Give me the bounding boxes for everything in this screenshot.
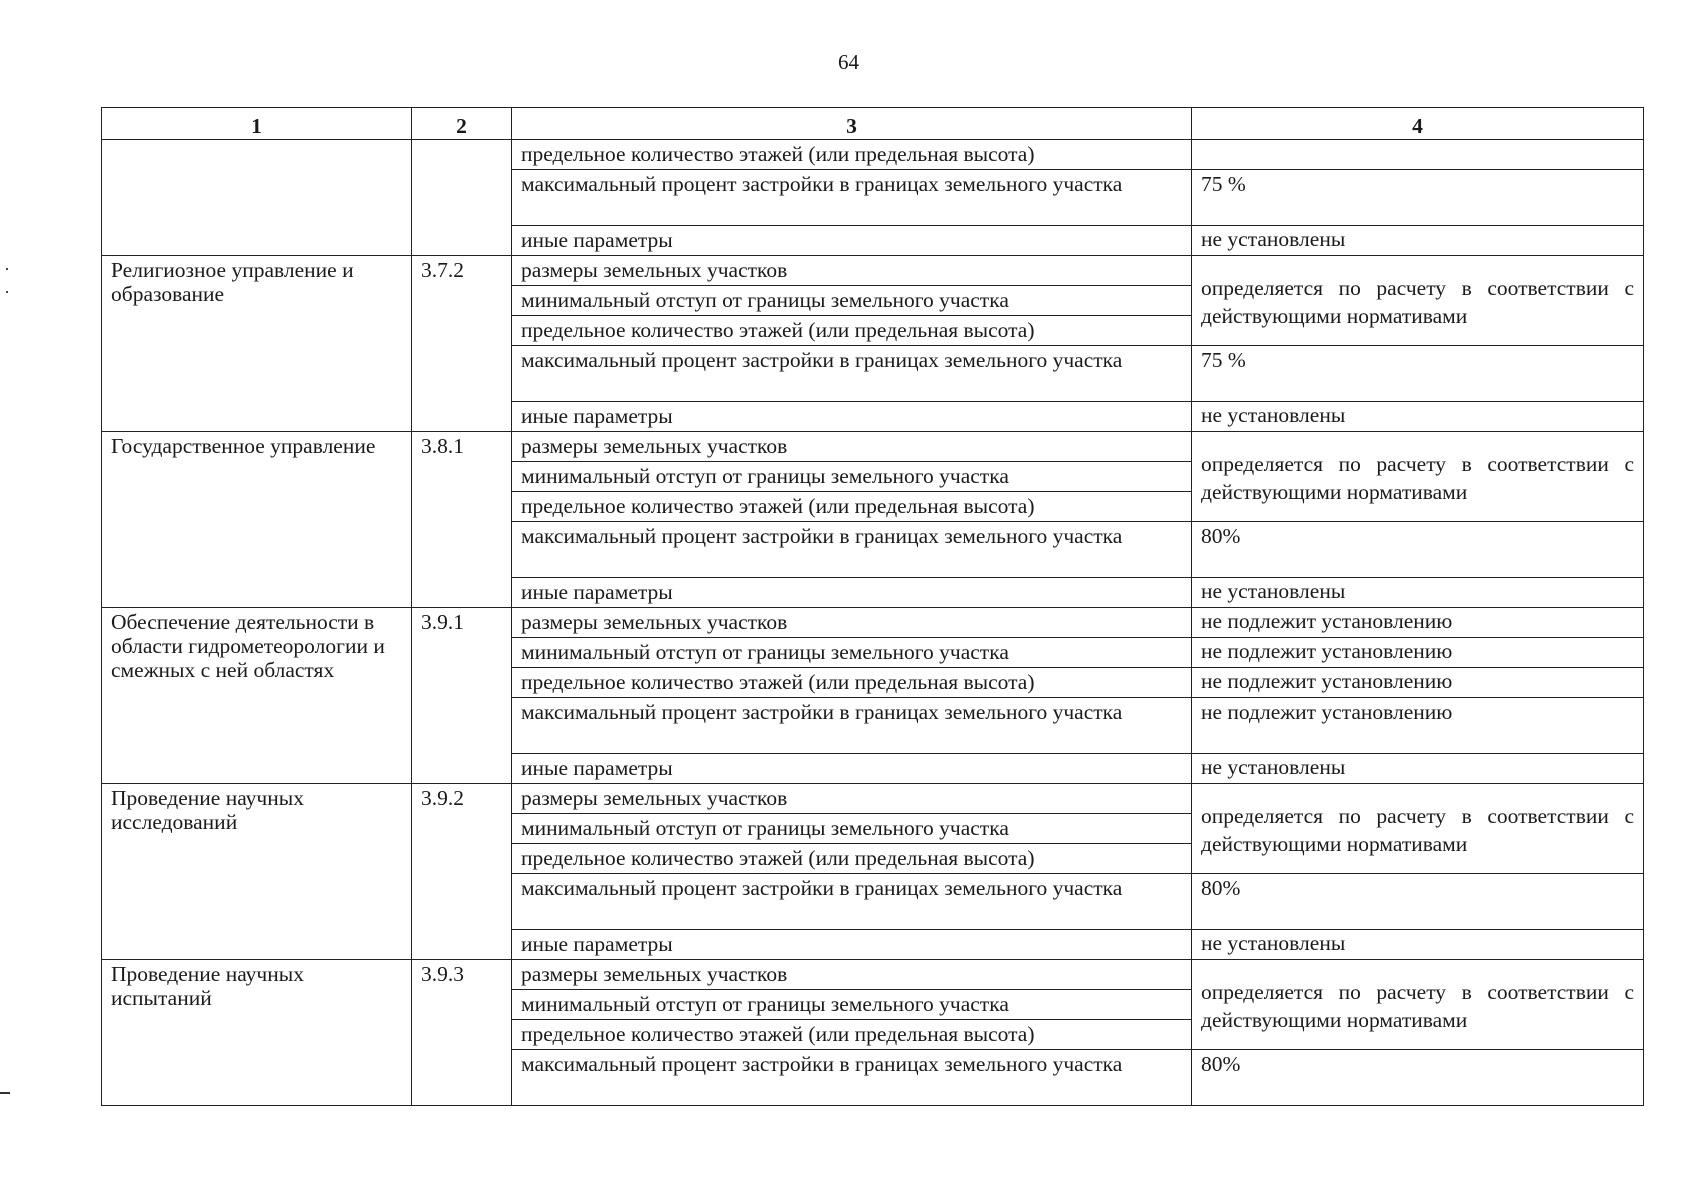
- use-name-cell: Государственное управление: [102, 432, 412, 608]
- param-sizes: размеры земельных участков: [512, 608, 1192, 638]
- value-cell: 75 %: [1192, 346, 1644, 402]
- param-setback: минимальный отступ от границы земельного участка: [512, 462, 1192, 492]
- param-sizes: размеры земельных участков: [512, 432, 1192, 462]
- value-cell: [1192, 140, 1644, 170]
- header-row: [102, 108, 1644, 140]
- value-cell: не установлены: [1192, 226, 1644, 256]
- param-floors: предельное количество этажей (или предельная высота): [512, 668, 1192, 698]
- use-code-cell: 3.7.2: [412, 256, 512, 432]
- param-other: иные параметры: [512, 226, 1192, 256]
- param-setback: минимальный отступ от границы земельного участка: [512, 638, 1192, 668]
- table-row: [102, 256, 1644, 286]
- param-other: иные параметры: [512, 402, 1192, 432]
- margin-dot: [6, 268, 8, 270]
- param-setback: минимальный отступ от границы земельного участка: [512, 814, 1192, 844]
- use-name-cell: Обеспечение деятельности в области гидрометеорологии и смежных с ней областях: [102, 608, 412, 784]
- value-cell: не подлежит установлению: [1192, 698, 1644, 754]
- use-code-cell: 3.9.1: [412, 608, 512, 784]
- value-cell: 80%: [1192, 522, 1644, 578]
- use-code-cell: 3.9.2: [412, 784, 512, 960]
- value-cell: определяется по расчету в соответствии с действующими нормативами: [1192, 960, 1644, 1050]
- param-coverage: максимальный процент застройки в границах земельного участка: [512, 874, 1192, 930]
- page-number: 64: [838, 50, 859, 74]
- value-cell: не установлены: [1192, 754, 1644, 784]
- param-setback: минимальный отступ от границы земельного участка: [512, 286, 1192, 316]
- param-coverage: максимальный процент застройки в границах земельного участка: [512, 346, 1192, 402]
- value-cell: определяется по расчету в соответствии с действующими нормативами: [1192, 256, 1644, 346]
- value-cell: не установлены: [1192, 930, 1644, 960]
- column-header-1: 1: [102, 108, 412, 140]
- value-cell: 75 %: [1192, 170, 1644, 226]
- column-header-2: 2: [412, 108, 512, 140]
- table-row: [102, 140, 1644, 170]
- use-code-cell: [412, 140, 512, 256]
- param-other: иные параметры: [512, 578, 1192, 608]
- param-coverage: максимальный процент застройки в границах земельного участка: [512, 170, 1192, 226]
- param-setback: минимальный отступ от границы земельного участка: [512, 990, 1192, 1020]
- land-use-parameters-table: [101, 107, 1644, 1106]
- value-cell: 80%: [1192, 1050, 1644, 1106]
- use-name-cell: Проведение научных исследований: [102, 784, 412, 960]
- use-name-cell: Религиозное управление и образование: [102, 256, 412, 432]
- param-floors: предельное количество этажей (или предельная высота): [512, 844, 1192, 874]
- param-coverage: максимальный процент застройки в границах земельного участка: [512, 522, 1192, 578]
- value-cell: не подлежит установлению: [1192, 668, 1644, 698]
- param-floors: предельное количество этажей (или предельная высота): [512, 316, 1192, 346]
- use-code-cell: 3.9.3: [412, 960, 512, 1106]
- value-cell: определяется по расчету в соответствии с действующими нормативами: [1192, 432, 1644, 522]
- param-sizes: размеры земельных участков: [512, 256, 1192, 286]
- param-floors: предельное количество этажей (или предельная высота): [512, 140, 1192, 170]
- table-row: [102, 432, 1644, 462]
- table-row: [102, 608, 1644, 638]
- param-coverage: максимальный процент застройки в границах земельного участка: [512, 1050, 1192, 1106]
- param-sizes: размеры земельных участков: [512, 784, 1192, 814]
- value-cell: не подлежит установлению: [1192, 608, 1644, 638]
- use-name-cell: [102, 140, 412, 256]
- param-other: иные параметры: [512, 754, 1192, 784]
- table-row: [102, 784, 1644, 814]
- margin-dot: [6, 291, 8, 293]
- param-other: иные параметры: [512, 930, 1192, 960]
- value-cell: не установлены: [1192, 402, 1644, 432]
- param-floors: предельное количество этажей (или предельная высота): [512, 1020, 1192, 1050]
- value-cell: определяется по расчету в соответствии с действующими нормативами: [1192, 784, 1644, 874]
- column-header-4: 4: [1192, 108, 1644, 140]
- use-name-cell: Проведение научных испытаний: [102, 960, 412, 1106]
- param-coverage: максимальный процент застройки в границах земельного участка: [512, 698, 1192, 754]
- use-code-cell: 3.8.1: [412, 432, 512, 608]
- table-row: [102, 960, 1644, 990]
- param-sizes: размеры земельных участков: [512, 960, 1192, 990]
- column-header-3: 3: [512, 108, 1192, 140]
- margin-line: [0, 1092, 10, 1094]
- value-cell: 80%: [1192, 874, 1644, 930]
- param-floors: предельное количество этажей (или предельная высота): [512, 492, 1192, 522]
- value-cell: не подлежит установлению: [1192, 638, 1644, 668]
- value-cell: не установлены: [1192, 578, 1644, 608]
